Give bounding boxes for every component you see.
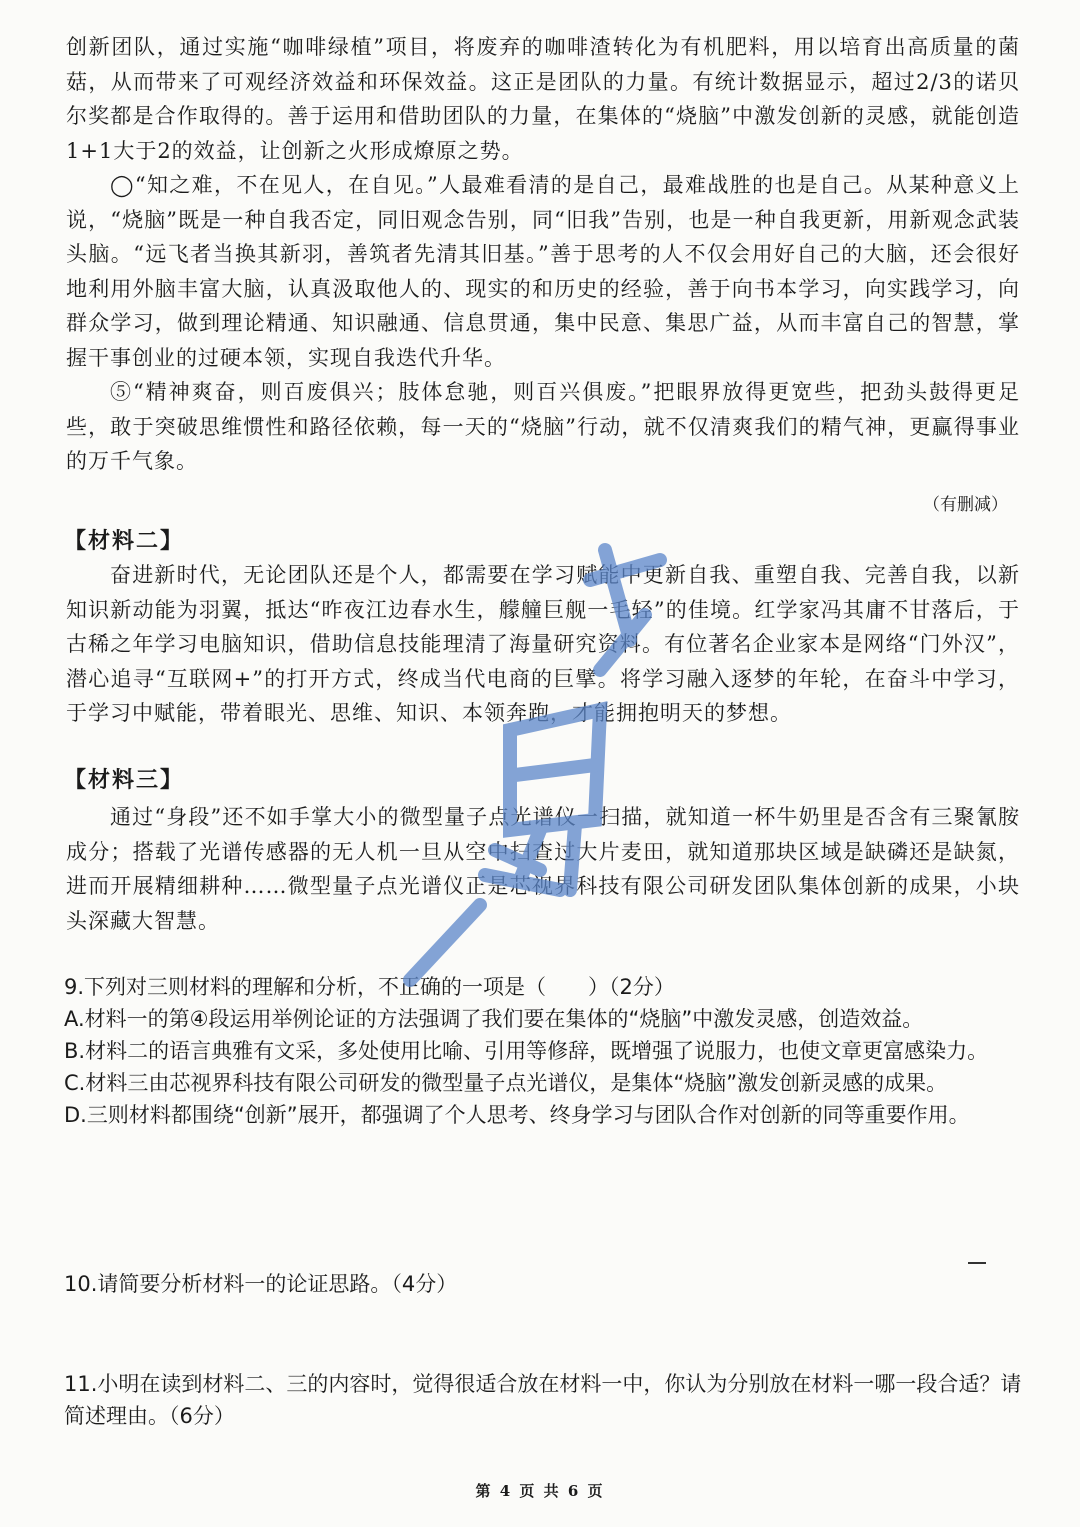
- stray-mark: [968, 1262, 986, 1264]
- material-three-body: [66, 800, 1020, 938]
- question-9: [64, 971, 1022, 1131]
- question-9-option-c: C.材料三由芯视界科技有限公司研发的微型量子点光谱仪，是集体“烧脑”激发创新灵感的成果。: [64, 1071, 948, 1095]
- material-three-heading: 【材料三】: [64, 767, 185, 793]
- question-11-stem: 11.小明在读到材料二、三的内容时，觉得很适合放在材料一中，你认为分别放在材料一哪一段合适？请简述理由。（6分）: [64, 1372, 1022, 1428]
- material-two-heading: 【材料二】: [64, 528, 185, 554]
- material-two-body: [66, 558, 1020, 731]
- material-one-continued: [66, 30, 1020, 479]
- question-10-stem: 10.请简要分析材料一的论证思路。（4分）: [64, 1272, 458, 1296]
- question-9-stem: 9.下列对三则材料的理解和分析，不正确的一项是（ ）（2分）: [64, 975, 675, 999]
- question-11: [64, 1368, 1022, 1432]
- question-9-option-b: B.材料二的语言典雅有文采，多处使用比喻、引用等修辞，既增强了说服力，也使文章更富感染力。: [64, 1039, 989, 1063]
- question-9-option-d: D.三则材料都围绕“创新”展开，都强调了个人思考、终身学习与团队合作对创新的同等重要作用。: [64, 1103, 970, 1127]
- question-10: [64, 1268, 1022, 1300]
- question-9-option-a: A.材料一的第④段运用举例论证的方法强调了我们要在集体的“烧脑”中激发灵感，创造效益。: [64, 1007, 924, 1031]
- material-one-para-5: ⑤“精神爽奋，则百废俱兴；肢体怠驰，则百兴俱废。”把眼界放得更宽些，把劲头鼓得更足些，敢于突破思维惯性和路径依赖，每一天的“烧脑”行动，就不仅清爽我们的精气神，更赢得事业的万千气象。: [66, 380, 1020, 473]
- page-footer: 第 4 页 共 6 页: [475, 1482, 605, 1500]
- material-one-para-continued: 创新团队，通过实施“咖啡绿植”项目，将废弃的咖啡渣转化为有机肥料，用以培育出高质量的菌菇，从而带来了可观经济效益和环保效益。这正是团队的力量。有统计数据显示，超过2/3的诺贝尔奖都是合作取得的。善于运用和借助团队的力量，在集体的“烧脑”中激发创新的灵感，就能创造1+1大于2的效益，让创新之火形成燎原之势。: [66, 35, 1020, 163]
- material-three-text: 通过“身段”还不如手掌大小的微型量子点光谱仪一扫描，就知道一杯牛奶里是否含有三聚氰胺成分；搭载了光谱传感器的无人机一旦从空中扫查过大片麦田，就知道那块区域是缺磷还是缺氮，进而开展精细耕种……微型量子点光谱仪正是芯视界科技有限公司研发团队集体创新的成果，小块头深藏大智慧。: [66, 805, 1020, 933]
- abridged-note: （有删减）: [923, 495, 1008, 515]
- material-two-text: 奋进新时代，无论团队还是个人，都需要在学习赋能中更新自我、重塑自我、完善自我，以新知识新动能为羽翼，抵达“昨夜江边春水生，艨艟巨舰一毛轻”的佳境。红学家冯其庸不甘落后，于古稀之年学习电脑知识，借助信息技能理清了海量研究资料。有位著名企业家本是网络“门外汉”，潜心追寻“互联网+”的打开方式，终成当代电商的巨擘。将学习融入逐梦的年轮，在奋斗中学习，于学习中赋能，带着眼光、思维、知识、本领奔跑，才能拥抱明天的梦想。: [66, 563, 1020, 725]
- material-one-para-4: ◯“知之难，不在见人，在自见。”人最难看清的是自己，最难战胜的也是自己。从某种意义上说，“烧脑”既是一种自我否定，同旧观念告别，同“旧我”告别，也是一种自我更新，用新观念武装头脑。“远飞者当换其新羽，善筑者先清其旧基。”善于思考的人不仅会用好自己的大脑，还会很好地利用外脑丰富大脑，认真汲取他人的、现实的和历史的经验，善于向书本学习，向实践学习，向群众学习，做到理论精通、知识融通、信息贯通，集中民意、集思广益，从而丰富自己的智慧，掌握干事创业的过硬本领，实现自我迭代升华。: [66, 173, 1020, 370]
